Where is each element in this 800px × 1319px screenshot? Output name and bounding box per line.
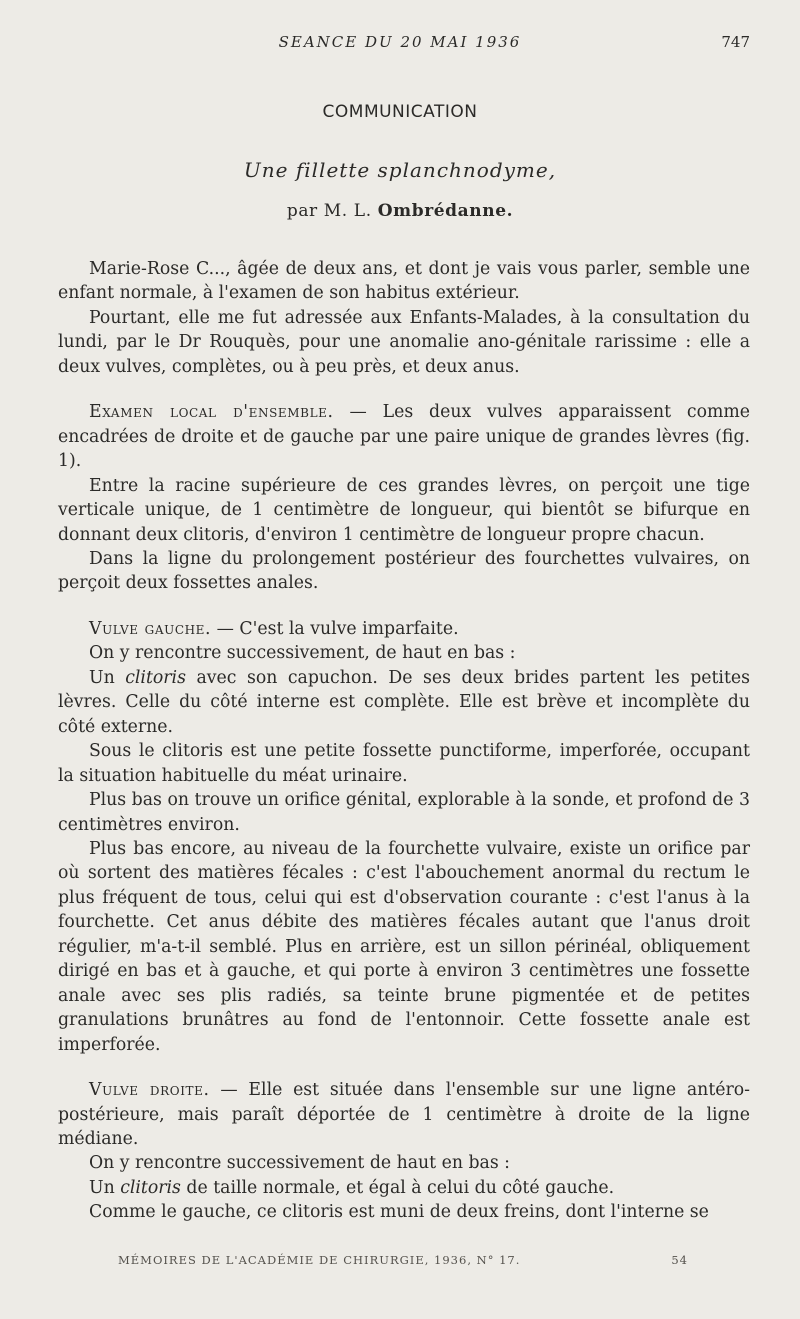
author-name: Ombrédanne. <box>377 201 514 221</box>
paragraph-lead: Vulve droite. <box>89 1080 210 1101</box>
emphasis: clitoris <box>120 1177 181 1198</box>
running-header <box>0 33 800 55</box>
paragraph: Plus bas on trouve un orifice génital, explorable à la sonde, et profond de 3 centimètres environ. <box>58 790 750 835</box>
page-footer <box>118 1253 688 1271</box>
article-title: Une fillette splanchnodyme, <box>243 158 557 182</box>
byline <box>0 201 800 221</box>
paragraph: On y rencontre successivement, de haut en bas : <box>89 643 516 664</box>
emphasis: clitoris <box>125 667 186 688</box>
article-body <box>58 257 750 1225</box>
byline-prefix: par M. L. <box>286 201 372 221</box>
paragraph: Plus bas encore, au niveau de la fourchette vulvaire, existe un orifice par où sortent des matières fécales : c'est l'abouchement anormal du rectum le plus fréquent de tous, celui qui est d'observation courante : c'est l'anus à la fourchette. Cet anus débite des matières fécales autant que l'anus droit régulier, m'a-t-il semblé. Plus en arrière, est un sillon périnéal, obliquement dirigé en bas et à gauche, et qui porte à environ 3 centimètres une fossette anale avec ses plis radiés, sa teinte brune pigmentée et de petites granulations brunâtres au fond de l'entonnoir. Cette fossette anale est imperforée. <box>58 838 750 1055</box>
paragraph: Un clitoris de taille normale, et égal à celui du côté gauche. <box>89 1177 615 1198</box>
paragraph-lead: Examen local d'ensemble. <box>89 402 334 423</box>
paragraph-examen-local: Examen local d'ensemble. — Les deux vulves apparaissent comme encadrées de droite et de gauche par une paire unique de grandes lèvres (fig. 1). <box>58 402 750 472</box>
paragraph-lead: Vulve gauche. <box>89 618 212 639</box>
page-number: 747 <box>721 33 750 51</box>
paragraph: Dans la ligne du prolongement postérieur des fourchettes vulvaires, on perçoit deux fossettes anales. <box>58 548 750 594</box>
running-title: SEANCE DU 20 MAI 1936 <box>278 33 522 51</box>
paragraph: Entre la racine supérieure de ces grandes lèvres, on perçoit une tige verticale unique, de 1 centimètre de longueur, qui bientôt se bifurque en donnant deux clitoris, d'environ 1 centimètre de longueur propre chacun. <box>58 475 750 545</box>
paragraph-vulve-droite: Vulve droite. — Elle est située dans l'ensemble sur une ligne antéro-postérieure, mais paraît déportée de 1 centimètre à droite de la ligne médiane. <box>58 1080 750 1149</box>
paragraph: On y rencontre successivement de haut en bas : <box>89 1153 511 1174</box>
journal-citation: MÉMOIRES DE L'ACADÉMIE DE CHIRURGIE, 1936, N° 17. <box>118 1253 521 1267</box>
section-heading: COMMUNICATION <box>322 102 478 122</box>
signature-mark: 54 <box>671 1253 688 1267</box>
paragraph: Comme le gauche, ce clitoris est muni de deux freins, dont l'interne se <box>89 1202 709 1223</box>
paragraph: Pourtant, elle me fut adressée aux Enfants-Malades, à la consultation du lundi, par le Dr Rouquès, pour une anomalie ano-génitale rarissime : elle a deux vulves, complètes, ou à peu près, et deux anus. <box>58 307 750 377</box>
paragraph: Marie-Rose C..., âgée de deux ans, et dont je vais vous parler, semble une enfant normale, à l'examen de son habitus extérieur. <box>58 259 750 304</box>
paragraph: Un clitoris avec son capuchon. De ses deux brides partent les petites lèvres. Celle du côté interne est complète. Elle est brève et incomplète du côté externe. <box>58 667 750 737</box>
paragraph-vulve-gauche: Vulve gauche. — C'est la vulve imparfaite. <box>89 618 459 639</box>
paragraph: Sous le clitoris est une petite fossette punctiforme, imperforée, occupant la situation habituelle du méat urinaire. <box>58 741 750 786</box>
